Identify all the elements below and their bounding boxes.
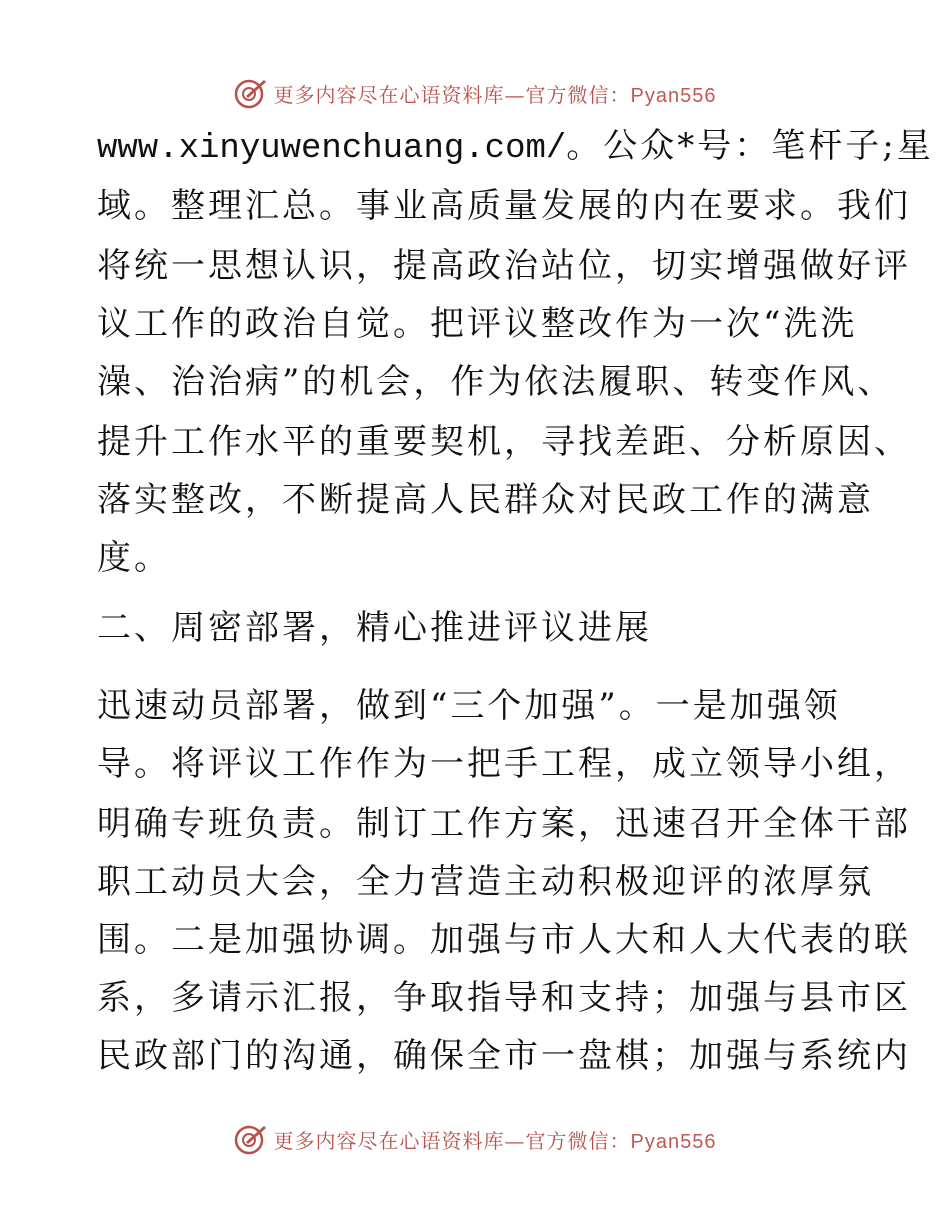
body-line: 围。二是加强协调。加强与市人大和人大代表的联 (97, 920, 911, 960)
header-banner-text: 更多内容尽在心语资料库—官方微信：Pyan556 (273, 82, 717, 107)
brush-logo-icon (234, 1122, 268, 1156)
footer-wechat-id: Pyan556 (630, 1130, 717, 1153)
body-line: 民政部门的沟通，确保全市一盘棋；加强与系统内 (97, 1036, 911, 1076)
body-line: www.xinyuwenchuang.com/。公众*号：笔杆子;星 (97, 126, 934, 168)
body-line: 迅速动员部署，做到“三个加强”。一是加强领 (97, 686, 841, 726)
body-line: 导。将评议工作作为一把手工程，成立领导小组， (97, 744, 911, 784)
body-line: 澡、治治病”的机会，作为依法履职、转变作风、 (97, 362, 895, 402)
footer-banner (0, 1114, 950, 1164)
section-heading: 二、周密部署，精心推进评议进展 (97, 608, 652, 648)
body-line: 落实整改，不断提高人民群众对民政工作的满意 (97, 480, 874, 520)
body-line: 域。整理汇总。事业高质量发展的内在要求。我们 (97, 186, 911, 226)
body-line: 度。 (97, 538, 171, 578)
body-line: 将统一思想认识，提高政治站位，切实增强做好评 (97, 246, 911, 286)
body-line: 职工动员大会，全力营造主动积极迎评的浓厚氛 (97, 862, 874, 902)
header-banner (0, 68, 950, 118)
body-line: 提升工作水平的重要契机，寻找差距、分析原因、 (97, 422, 911, 462)
footer-banner-text: 更多内容尽在心语资料库—官方微信：Pyan556 (273, 1128, 717, 1153)
website-url: www.xinyuwenchuang.com/ (97, 130, 567, 168)
body-line: 系，多请示汇报，争取指导和支持；加强与县市区 (97, 978, 911, 1018)
body-line: 议工作的政治自觉。把评议整改作为一次“洗洗 (97, 304, 858, 344)
header-wechat-id: Pyan556 (630, 84, 717, 107)
brush-logo-icon (234, 76, 268, 110)
body-line: 明确专班负责。制订工作方案，迅速召开全体干部 (97, 804, 911, 844)
